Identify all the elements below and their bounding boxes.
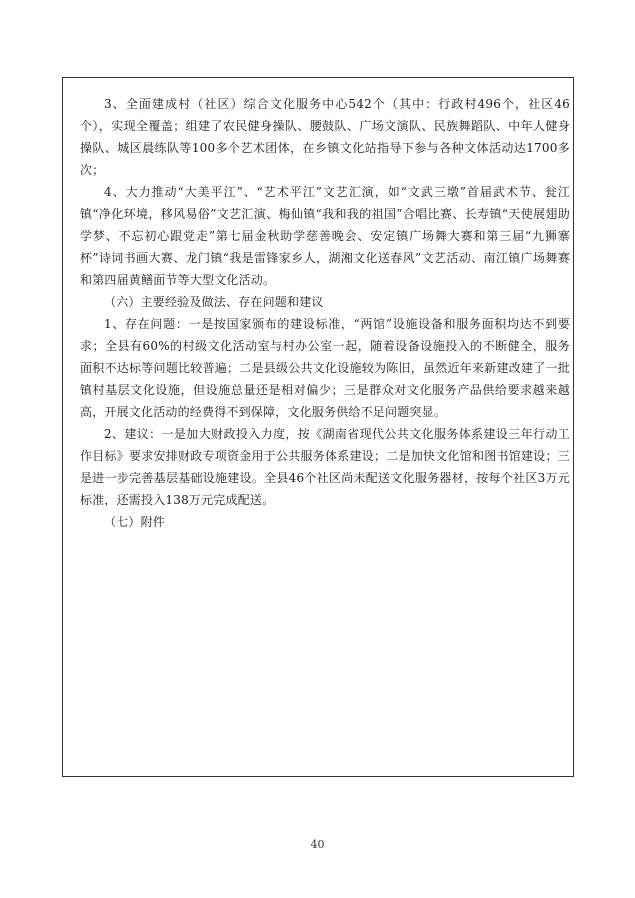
paragraph-problems: 1、存在问题：一是按国家颁布的建设标准，“两馆”设施设备和服务面积均达不到要求；全县有60%的村级文化活动室与村办公室一起，随着设备设施投入的不断健全，服务面积不达标等问题比较普遍；二是县级公共文化设施较为陈旧，虽然近年来新建改建了一批镇村基层文化设施，但设施总量还是相对偏少；三是群众对文化服务产品供给要求越来越高，开展文化活动的经费得不到保障，文化服务供给不足问题突显。: [80, 317, 570, 419]
document-body: [80, 93, 570, 533]
paragraph-item-3: 3、全面建成村（社区）综合文化服务中心542个（其中：行政村496个，社区46个），实现全覆盖；组建了农民健身操队、腰鼓队、广场文演队、民族舞蹈队、中年人健身操队、城区晨练队等100多个艺术团体，在乡镇文化站指导下参与各种文体活动达1700多次；: [80, 97, 570, 177]
section-heading-7: （七）附件: [104, 515, 166, 529]
paragraph-item-4: 4、大力推动“大美平江”、“艺术平江”文艺汇演，如“文武三墩”首届武术节、瓮江镇“净化环境，移风易俗”文艺汇演、梅仙镇“我和我的祖国”合唱比赛、长寿镇“天使展翅助学梦、不忘初心跟党走”第七届金秋助学慈善晚会、安定镇广场舞大赛和第三届“九狮寨杯”诗词书画大赛、龙门镇“我是雷锋家乡人，湖湘文化送春风”文艺活动、南江镇广场舞赛和第四届黄鳝面节等大型文化活动。: [80, 185, 570, 287]
section-heading-6: （六）主要经验及做法、存在问题和建议: [104, 295, 324, 309]
page-number: 40: [310, 838, 325, 851]
paragraph-suggestions: 2、建议：一是加大财政投入力度，按《湖南省现代公共文化服务体系建设三年行动工作目标》要求安排财政专项资金用于公共服务体系建设；二是加快文化馆和图书馆建设；三是进一步完善基层基础设施建设。全县46个社区尚未配送文化服务器材，按每个社区3万元标准，还需投入138万元完成配送。: [80, 427, 570, 507]
